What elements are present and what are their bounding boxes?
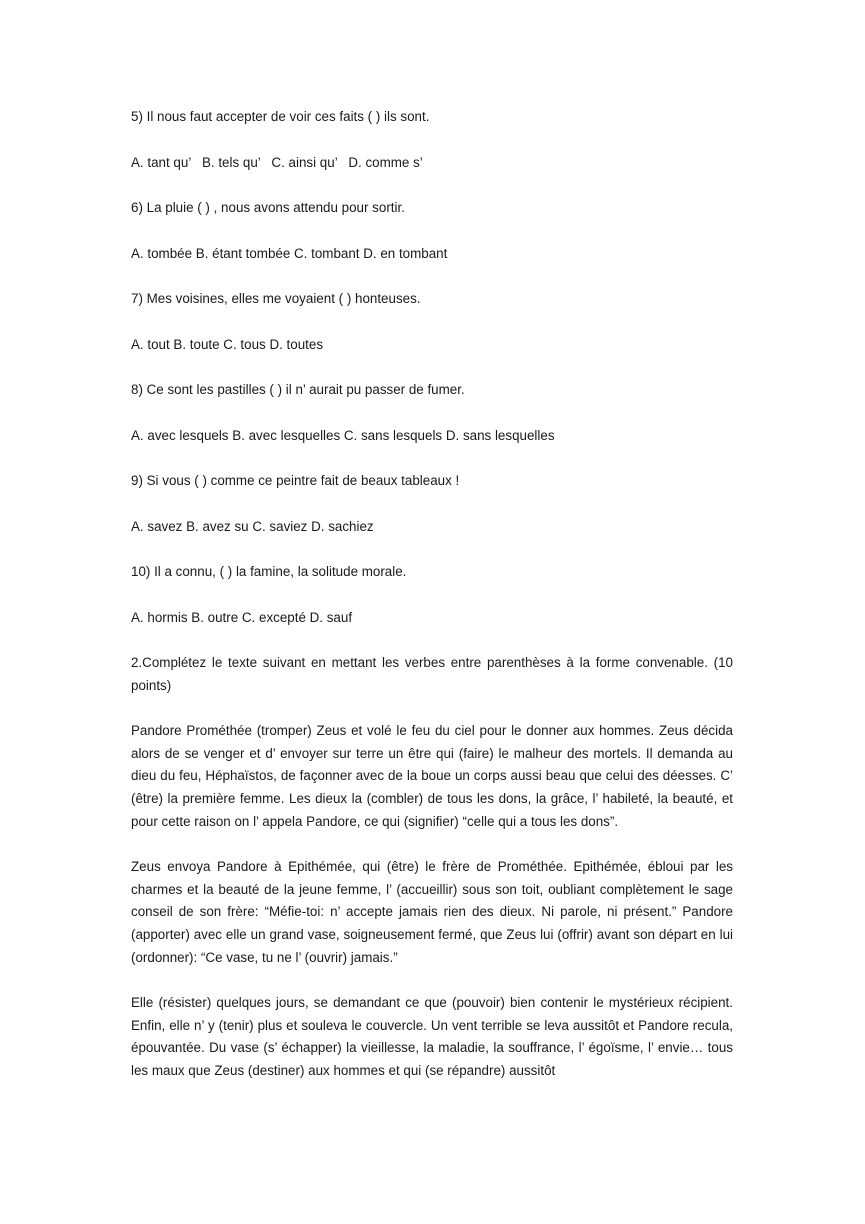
- paragraph-3: Elle (résister) quelques jours, se demandant ce que (pouvoir) bien contenir le mystérieux récipient. Enfin, elle n’ y (tenir) plus et souleva le couvercle. Un vent terrible se leva aussitôt et Pandore recula, épouvantée. Du vase (s’ échapper) la vieillesse, la maladie, la souffrance, l’ égoïsme, l’ envie… tous les maux que Zeus (destiner) aux hommes et qui (se répandre) aussitôt: [131, 994, 733, 1079]
- question-6-options: A. tombée B. étant tombée C. tombant D. en tombant: [131, 245, 448, 261]
- question-6-stem: 6) La pluie ( ) , nous avons attendu pour sortir.: [131, 200, 405, 215]
- question-8-stem: 8) Ce sont les pastilles ( ) il n’ aurait pu passer de fumer.: [131, 382, 465, 397]
- paragraph-2: Zeus envoya Pandore à Epithémée, qui (être) le frère de Prométhée. Epithémée, ébloui par les charmes et la beauté de la jeune femme, l’ (accueillir) sous son toit, oubliant complètement le sage conseil de son frère: “Méfie-toi: n’ accepte jamais rien des dieux. Ni parole, ni présent.” Pandore (apporter) avec elle un grand vase, soigneusement fermé, que Zeus lui (offrir) avant son départ en lui (ordonner): “Ce vase, tu ne l’ (ouvrir) jamais.”: [131, 858, 733, 965]
- question-7-stem: 7) Mes voisines, elles me voyaient ( ) honteuses.: [131, 291, 421, 306]
- question-9-stem: 9) Si vous ( ) comme ce peintre fait de beaux tableaux !: [131, 473, 460, 488]
- document-page: [131, 106, 733, 1083]
- question-8-options: A. avec lesquels B. avec lesquelles C. sans lesquels D. sans lesquelles: [131, 427, 555, 443]
- question-5-stem: 5) Il nous faut accepter de voir ces faits ( ) ils sont.: [131, 109, 430, 124]
- question-10-options: A. hormis B. outre C. excepté D. sauf: [131, 609, 353, 625]
- section-2-title: 2.Complétez le texte suivant en mettant les verbes entre parenthèses à la forme convenable. (10 points): [131, 655, 733, 693]
- question-5-options: A. tant qu’ B. tels qu’ C. ainsi qu’ D. comme s’: [131, 154, 423, 170]
- paragraph-1: Pandore Prométhée (tromper) Zeus et volé le feu du ciel pour le donner aux hommes. Zeus décida alors de se venger et d’ envoyer sur terre un être qui (faire) le malheur des mortels. Il demanda au dieu du feu, Héphaïstos, de façonner avec de la boue un corps aussi beau que celui des déesses. C’ (être) la première femme. Les dieux la (combler) de tous les dons, la grâce, l’ habileté, la beauté, et pour cette raison on l’ appela Pandore, ce qui (signifier) “celle qui a tous les dons”.: [131, 722, 733, 829]
- question-7-options: A. tout B. toute C. tous D. toutes: [131, 336, 324, 352]
- question-10-stem: 10) Il a connu, ( ) la famine, la solitude morale.: [131, 564, 407, 579]
- question-9-options: A. savez B. avez su C. saviez D. sachiez: [131, 518, 374, 534]
